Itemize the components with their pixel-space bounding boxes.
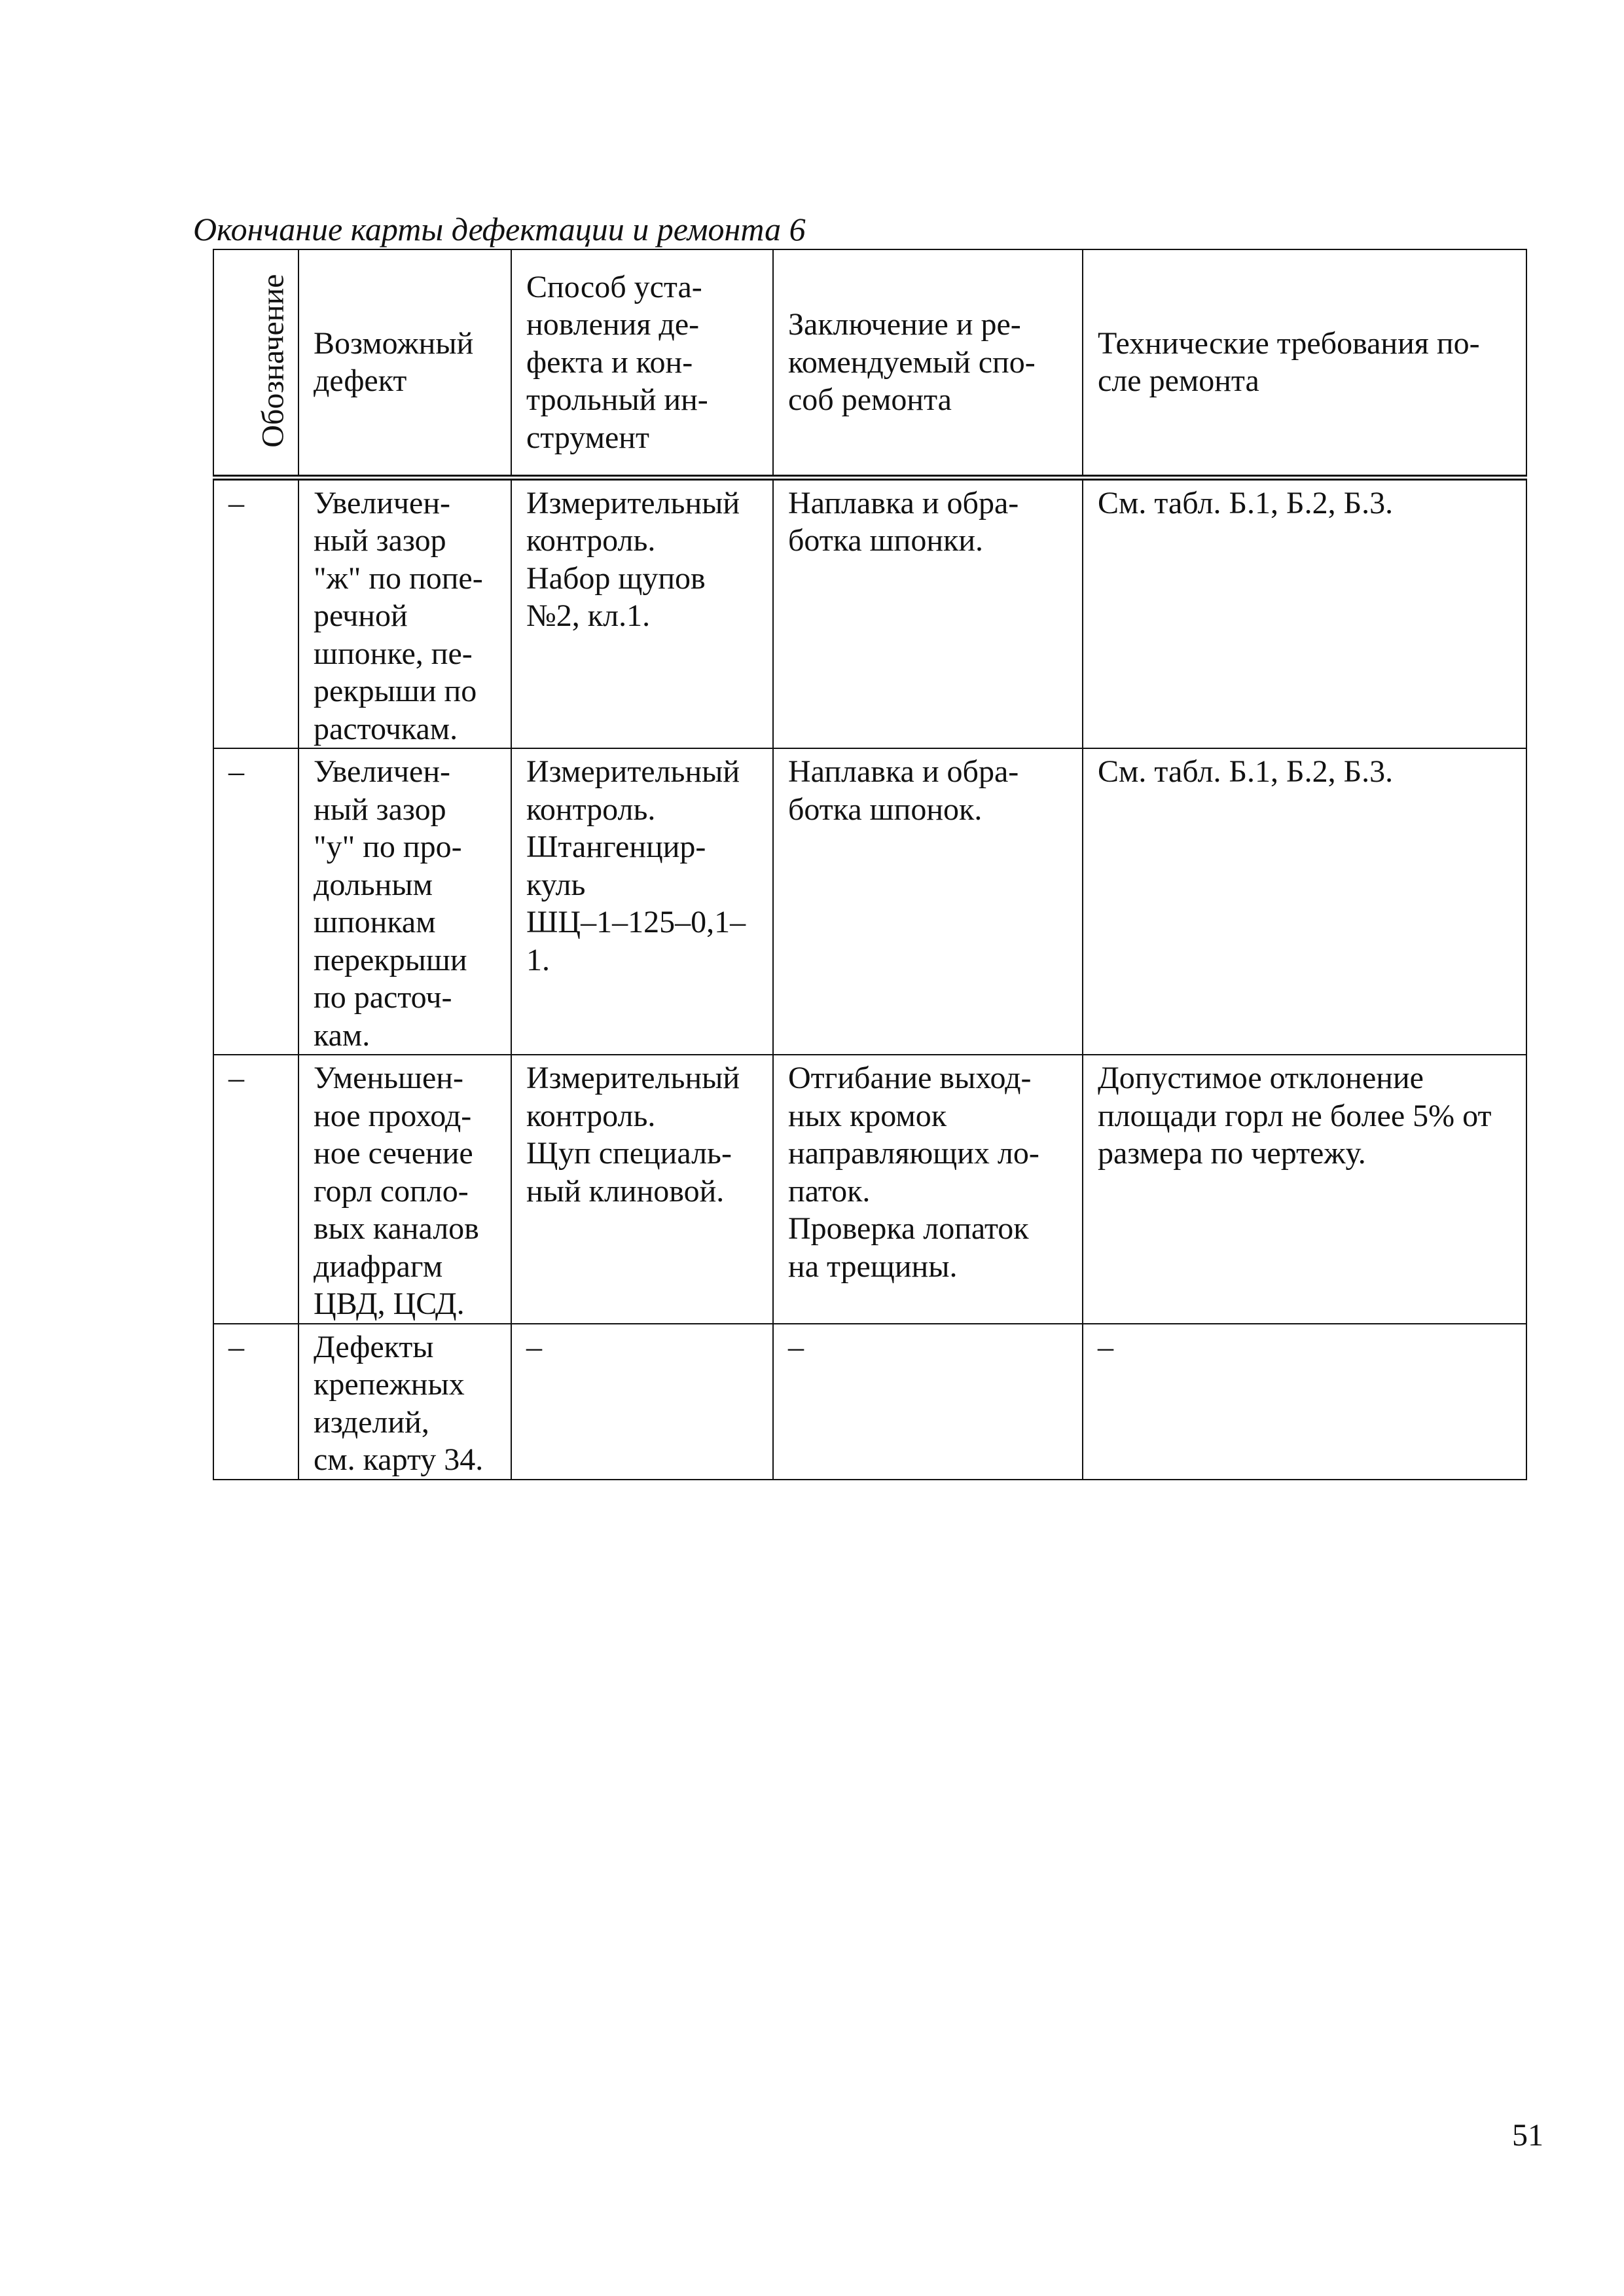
cell-requirements: См. табл. Б.1, Б.2, Б.3. (1083, 477, 1526, 748)
cell-method: Измерительный контроль. Штангенцир- куль ШЦ–1–125–0,1– 1. (511, 748, 773, 1055)
cell-conclusion: Наплавка и обра- ботка шпонки. (773, 477, 1083, 748)
cell-method: Измерительный контроль. Набор щупов №2, кл.1. (511, 477, 773, 748)
header-conclusion: Заключение и ре- комендуемый спо- соб ремонта (773, 249, 1083, 477)
header-defect: Возможный дефект (298, 249, 511, 477)
cell-requirements: Допустимое отклонение площади горл не более 5% от размера по чертежу. (1083, 1055, 1526, 1324)
cell-conclusion: Отгибание выход- ных кромок направляющих ло- паток. Проверка лопаток на трещины. (773, 1055, 1083, 1324)
table-header-row (213, 249, 1526, 477)
table-row (213, 477, 1526, 748)
cell-designation: – (213, 477, 298, 748)
header-designation (213, 249, 298, 477)
cell-designation: – (213, 1055, 298, 1324)
cell-defect: Увеличен- ный зазор "ж" по попе- речной шпонке, пе- рекрыши по расточкам. (298, 477, 511, 748)
cell-designation: – (213, 1324, 298, 1480)
table-caption: Окончание карты дефектации и ремонта 6 (193, 211, 806, 247)
header-method: Способ уста- новления де- фекта и кон- трольный ин- струмент (511, 249, 773, 477)
cell-defect: Уменьшен- ное проход- ное сечение горл сопло- вых каналов диафрагм ЦВД, ЦСД. (298, 1055, 511, 1324)
table-row (213, 748, 1526, 1055)
cell-defect: Дефекты крепежных изделий, см. карту 34. (298, 1324, 511, 1480)
cell-method: – (511, 1324, 773, 1480)
table-row (213, 1324, 1526, 1480)
cell-conclusion: – (773, 1324, 1083, 1480)
page-number: 51 (1512, 2118, 1543, 2153)
cell-requirements: – (1083, 1324, 1526, 1480)
cell-designation: – (213, 748, 298, 1055)
cell-defect: Увеличен- ный зазор "у" по про- дольным шпонкам перекрыши по расточ- кам. (298, 748, 511, 1055)
cell-conclusion: Наплавка и обра- ботка шпонок. (773, 748, 1083, 1055)
cell-requirements: См. табл. Б.1, Б.2, Б.3. (1083, 748, 1526, 1055)
header-designation-label: Обозначение (255, 274, 291, 448)
cell-method: Измерительный контроль. Щуп специаль- ный клиновой. (511, 1055, 773, 1324)
header-requirements: Технические требования по- сле ремонта (1083, 249, 1526, 477)
defect-repair-table (213, 249, 1527, 1480)
table-row (213, 1055, 1526, 1324)
